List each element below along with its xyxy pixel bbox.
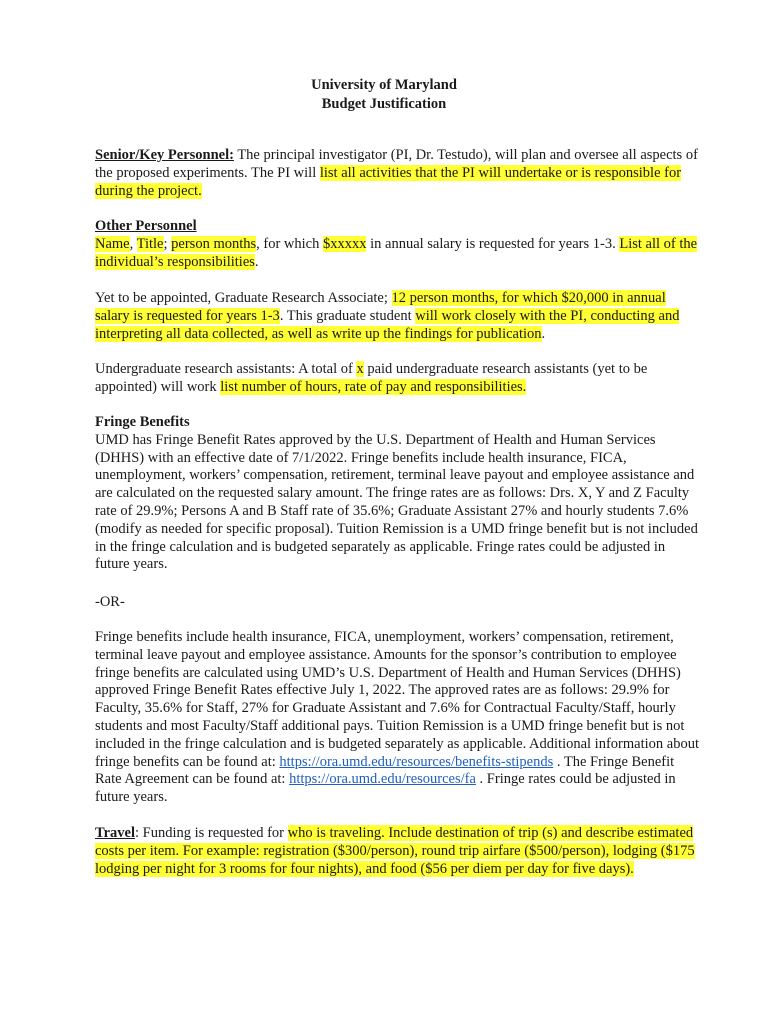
grad-months-highlight: 12 person months, for which $20,000 in annual salary is requested for years 1-3 <box>95 290 666 324</box>
text-fragment: in annual salary is requested for years 1-3. <box>366 235 620 252</box>
document-title: Budget Justification <box>321 96 447 112</box>
salary-placeholder: $xxxxx <box>322 235 367 252</box>
title-placeholder: Title <box>136 235 164 252</box>
undergrad-duties-highlight: list number of hours, rate of pay and responsibilities. <box>220 378 527 395</box>
travel-heading: Travel <box>95 825 135 841</box>
rate-agreement-link[interactable]: https://ora.umd.edu/resources/fa <box>289 771 476 788</box>
undergrad-assistants-paragraph <box>95 361 699 397</box>
benefits-stipends-link[interactable]: https://ora.umd.edu/resources/benefits-stipends <box>279 753 554 770</box>
fringe-benefits-text: UMD has Fringe Benefit Rates approved by the U.S. Department of Health and Human Services (DHHS) with an effective date of 7/1/2022. Fringe benefits include health insurance, FICA, unemployment, workers’ compensation, retirement, terminal leave payout and employee assistance and are calculated on the requested salary amount. The fringe rates are as follows: Drs. X, Y and Z Faculty rate of 29.9%; Persons A and B Staff rate of 35.6%; Graduate Assistant 27% and hourly students 7.6% (modify as needed for specific proposal). Tuition Remission is a UMD fringe benefit but is not included in the fringe calculation and is budgeted separately as applicable. Fringe rates could be adjusted in future years. <box>95 431 698 573</box>
senior-personnel-highlight: list all activities that the PI will undertake or is responsible for during the project. <box>95 164 682 199</box>
document-header <box>0 76 768 114</box>
person-months-placeholder: person months <box>171 235 257 252</box>
text-fragment: ; <box>163 235 172 252</box>
senior-personnel-section <box>95 147 699 200</box>
travel-details-highlight: who is traveling. Include destination of trip (s) and describe estimated costs per item. For example: registration ($300/person), round trip airfare ($500/person), lodging ($175 lodging per night for 3 rooms for four nights), and food ($56 per diem per day for five days). <box>95 825 695 877</box>
text-fragment: . Fringe rates could be adjusted in future years. <box>95 771 676 806</box>
other-personnel-section <box>95 218 699 271</box>
other-personnel-heading: Other Personnel <box>95 218 197 234</box>
text-fragment: Undergraduate research assistants: A total of <box>95 361 357 377</box>
text-fragment: . <box>254 253 259 270</box>
other-personnel-text <box>95 236 699 272</box>
text-fragment: Yet to be appointed, Graduate Research Associate; <box>95 290 392 306</box>
text-fragment: . This graduate student <box>279 307 416 324</box>
text-fragment: Fringe benefits include health insurance, FICA, unemployment, workers’ compensation, retirement, terminal leave payout and employee assistance. Amounts for the sponsor’s contribution to employee fringe benefits are calculated using UMD’s U.S. Department of Health and Human Services (DHHS) approved Fringe Benefit Rates effective July 1, 2022. The approved rates are as follows: 29.9% for Faculty, 35.6% for Staff, 27% for Graduate Assistant and 7.6% for Contractual Faculty/Staff, hourly students and most Faculty/Staff additional pays. Tuition Remission is a UMD fringe benefit but is not included in the fringe calculation and is budgeted separately as applicable. Additional information about fringe benefits can be found at: <box>95 629 699 770</box>
undergrad-count-highlight: x <box>356 361 364 377</box>
fringe-benefits-alt-paragraph <box>95 629 699 807</box>
senior-personnel-text: The principal investigator (PI, Dr. Testudo), will plan and oversee all aspects of the proposed experiments. The PI will <box>95 147 698 181</box>
text-fragment: . <box>541 325 546 342</box>
name-placeholder: Name <box>95 235 130 252</box>
fringe-benefits-section <box>95 414 699 574</box>
text-fragment: . The Fringe Benefit Rate Agreement can be found at: <box>95 753 675 788</box>
graduate-associate-paragraph <box>95 290 699 343</box>
text-fragment: paid undergraduate research assistants (yet to be appointed) will work <box>95 361 648 395</box>
grad-duties-highlight: will work closely with the PI, conducting and interpreting all data collected, as well as write up the findings for publication <box>95 307 680 342</box>
responsibilities-placeholder: List all of the individual’s responsibilities <box>95 235 698 270</box>
or-divider: -OR- <box>95 594 125 610</box>
text-fragment: : Funding is requested for <box>135 825 288 841</box>
travel-section <box>95 825 699 878</box>
institution-title: University of Maryland <box>311 77 457 93</box>
text-fragment: , for which <box>256 235 323 252</box>
text-fragment: , <box>129 235 137 252</box>
senior-personnel-heading: Senior/Key Personnel: <box>95 147 234 163</box>
fringe-benefits-heading: Fringe Benefits <box>95 414 190 430</box>
